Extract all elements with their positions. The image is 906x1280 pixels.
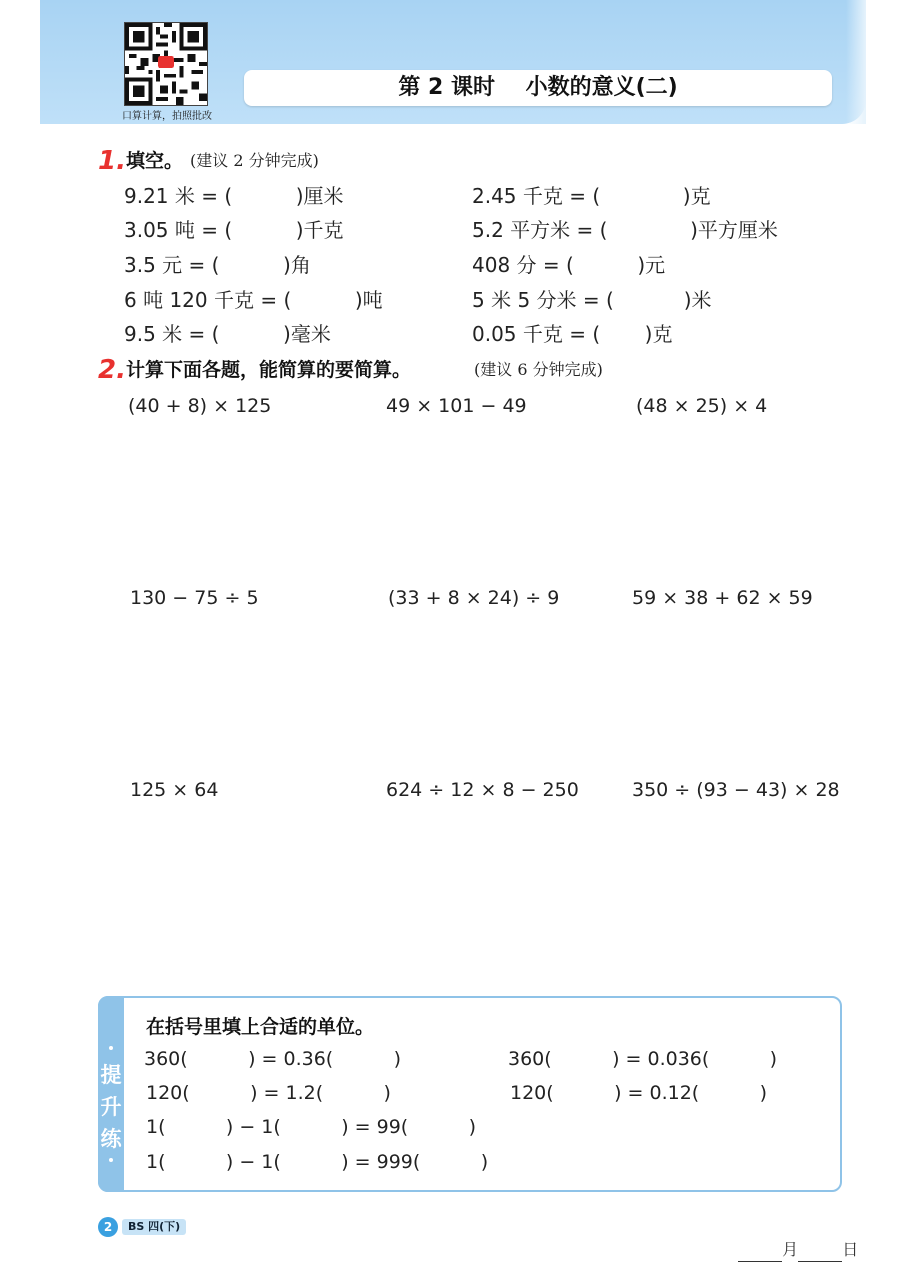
calc-problem[interactable]: (40 + 8) × 125 (128, 395, 272, 417)
calc-problem[interactable]: 350 ÷ (93 − 43) × 28 (632, 779, 840, 801)
fill-item[interactable]: 0.05 千克 = ( )克 (472, 322, 673, 346)
tab-dot (109, 1046, 113, 1050)
month-blank[interactable] (738, 1245, 782, 1262)
fill-item[interactable]: 6 吨 120 千克 = ( )吨 (124, 288, 383, 312)
calc-problem[interactable]: (33 + 8 × 24) ÷ 9 (388, 587, 560, 609)
practice-item[interactable]: 1( ) − 1( ) = 99( ) (146, 1116, 477, 1138)
fill-item[interactable]: 9.21 米 = ( )厘米 (124, 184, 344, 208)
practice-item[interactable]: 1( ) − 1( ) = 999( ) (146, 1151, 489, 1173)
practice-item[interactable]: 120( ) = 1.2( ) (146, 1082, 391, 1104)
practice-title: 在括号里填上合适的单位。 (146, 1016, 375, 1038)
practice-tab-char: 练 (100, 1127, 122, 1151)
calc-problem[interactable]: 125 × 64 (130, 779, 219, 801)
section-1-number: 1. (98, 146, 126, 176)
fill-item[interactable]: 408 分 = ( )元 (472, 253, 666, 277)
lesson-title: 第 2 课时 小数的意义(二) (398, 75, 678, 100)
practice-tab-char: 升 (100, 1095, 122, 1119)
fill-item[interactable]: 5 米 5 分米 = ( )米 (472, 288, 712, 312)
fill-item[interactable]: 2.45 千克 = ( )克 (472, 184, 711, 208)
fill-item[interactable]: 3.05 吨 = ( )千克 (124, 218, 344, 242)
section-1-hint: (建议 2 分钟完成) (190, 151, 319, 170)
calc-problem[interactable]: (48 × 25) × 4 (636, 395, 768, 417)
fill-item[interactable]: 9.5 米 = ( )毫米 (124, 322, 331, 346)
day-blank[interactable] (798, 1245, 842, 1262)
section-2-hint: (建议 6 分钟完成) (474, 360, 603, 379)
calc-problem[interactable]: 130 − 75 ÷ 5 (130, 587, 259, 609)
page-number-badge: 2 (98, 1217, 118, 1237)
day-label: 日 (842, 1240, 859, 1259)
section-1-title: 填空。 (126, 150, 184, 172)
calc-problem[interactable]: 59 × 38 + 62 × 59 (632, 587, 813, 609)
date-field[interactable] (728, 1214, 858, 1262)
section-2-title: 计算下面各题，能简算的要简算。 (126, 359, 412, 381)
calc-problem[interactable]: 49 × 101 − 49 (386, 395, 527, 417)
month-label: 月 (782, 1240, 799, 1259)
calc-problem[interactable]: 624 ÷ 12 × 8 − 250 (386, 779, 579, 801)
qr-caption: 口算计算，拍照批改 (122, 111, 212, 122)
fill-item[interactable]: 5.2 平方米 = ( )平方厘米 (472, 218, 778, 242)
fill-item[interactable]: 3.5 元 = ( )角 (124, 253, 311, 277)
practice-item[interactable]: 360( ) = 0.36( ) (144, 1048, 402, 1070)
practice-tab-char: 提 (100, 1063, 122, 1087)
tab-dot (109, 1158, 113, 1162)
qr-code-icon[interactable] (124, 22, 208, 106)
practice-item[interactable]: 120( ) = 0.12( ) (510, 1082, 768, 1104)
practice-item[interactable]: 360( ) = 0.036( ) (508, 1048, 778, 1070)
lesson-title-bar (244, 70, 832, 106)
edition-label: BS 四(下) (122, 1219, 186, 1235)
section-2-number: 2. (98, 355, 126, 385)
